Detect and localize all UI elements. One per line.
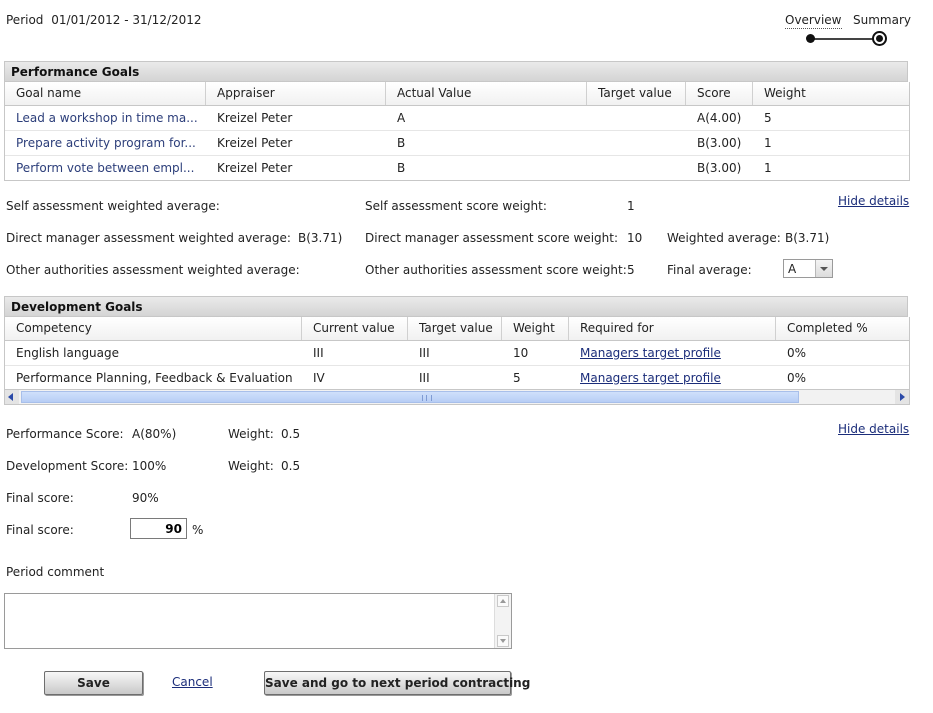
horizontal-scrollbar[interactable] [4,389,910,405]
development-score-label: Development Score: [6,459,129,473]
self-weight-label: Self assessment score weight: [365,199,547,213]
final-average-select[interactable] [783,259,833,278]
target-value-cell: III [419,346,430,360]
score-cell: B(3.00) [697,161,742,175]
competency-cell: English language [16,346,120,360]
table-header [5,317,909,341]
step-track [810,38,880,40]
completed-cell: 0% [787,346,807,360]
competency-cell: Performance Planning, Feedback & Evaluation [16,371,293,385]
period-label: Period [6,13,44,27]
actual-value-cell: B [397,161,406,175]
table-row[interactable] [5,341,909,366]
column-header[interactable]: Goal name [5,82,206,105]
appraiser-cell: Kreizel Peter [217,111,293,125]
final-score-input[interactable] [130,518,187,539]
table-row[interactable] [5,131,909,156]
target-value-cell [587,106,686,130]
required-for-link[interactable]: Managers target profile [580,371,721,385]
manager-average-value: B(3.71) [298,231,343,245]
completed-cell: 0% [787,371,807,385]
table-header [5,82,909,106]
required-for-link[interactable]: Managers target profile [580,346,721,360]
period-value: 01/01/2012 - 31/12/2012 [51,13,202,27]
save-and-next-button[interactable]: Save and go to next period contracting [264,671,511,695]
final-average-selected: A [788,262,797,276]
period-info [6,13,202,27]
performance-goals-header: Performance Goals [4,61,908,82]
goal-name-link[interactable]: Prepare activity program for... [16,136,196,150]
column-header[interactable]: Target value [408,317,502,340]
score-cell: A(4.00) [697,111,742,125]
performance-weight-value: 0.5 [281,427,301,441]
weight-cell: 5 [764,111,772,125]
actual-value-cell: B [397,136,406,150]
scroll-up-icon[interactable] [497,595,509,607]
manager-weight-label: Direct manager assessment score weight: [365,231,618,245]
step-overview-link[interactable]: Overview [785,13,842,27]
actual-value-cell: A [397,111,406,125]
development-score-value: 100% [132,459,167,473]
development-goals-header: Development Goals [4,296,908,317]
period-comment-textarea[interactable] [4,593,512,649]
weight-cell: 10 [513,346,529,360]
save-button[interactable]: Save [44,671,143,695]
current-value-cell: III [313,346,324,360]
target-value-cell [587,156,686,180]
column-header[interactable]: Weight [764,86,806,100]
goal-name-link[interactable]: Perform vote between empl... [16,161,195,175]
weight-cell: 1 [764,136,772,150]
column-header[interactable]: Target value [587,82,686,105]
table-row[interactable] [5,106,909,131]
weight-cell: 1 [764,161,772,175]
other-average-label: Other authorities assessment weighted average: [6,263,300,277]
column-header[interactable]: Completed % [787,321,868,335]
step-overview-dot[interactable] [806,34,815,43]
weight-cell: 5 [513,371,521,385]
other-weight-label: Other authorities assessment score weight: [365,263,627,277]
appraiser-cell: Kreizel Peter [217,161,293,175]
final-score-value: 90% [132,491,159,505]
manager-weight-value: 10 [627,231,643,245]
current-value-cell: IV [313,371,325,385]
vertical-scrollbar[interactable] [494,594,511,648]
final-score-input-label: Final score: [6,523,74,537]
weighted-average-label: Weighted average: [667,231,781,245]
grip-icon [422,395,432,401]
self-average-label: Self assessment weighted average: [6,199,220,213]
score-cell: B(3.00) [697,136,742,150]
column-header[interactable]: Appraiser [206,82,386,105]
appraiser-cell: Kreizel Peter [217,136,293,150]
scrollbar-thumb[interactable] [21,391,799,403]
hide-details-link[interactable]: Hide details [838,194,910,208]
other-weight-value: 5 [627,263,635,277]
goal-name-link[interactable]: Lead a workshop in time ma... [16,111,198,125]
scroll-down-icon[interactable] [497,635,509,647]
final-score-label: Final score: [6,491,74,505]
self-weight-value: 1 [627,199,635,213]
final-average-label: Final average: [667,263,752,277]
scroll-left-icon[interactable] [5,390,19,404]
column-header[interactable]: Required for [569,317,776,340]
manager-average-label: Direct manager assessment weighted average: [6,231,291,245]
performance-weight-label: Weight: [228,427,274,441]
weighted-average-value: B(3.71) [785,231,830,245]
column-header[interactable]: Competency [5,317,302,340]
development-goals-table [4,317,910,390]
cancel-link[interactable]: Cancel [172,675,213,689]
scroll-right-icon[interactable] [895,390,909,404]
step-summary-label: Summary [853,13,911,27]
development-weight-value: 0.5 [281,459,301,473]
column-header[interactable]: Current value [302,317,408,340]
chevron-down-icon[interactable] [815,260,832,277]
performance-score-value: A(80%) [132,427,177,441]
table-row[interactable] [5,156,909,180]
step-summary-dot-current [872,31,887,46]
target-value-cell [587,131,686,155]
period-comment-label: Period comment [6,565,105,579]
column-header[interactable]: Score [686,82,753,105]
development-weight-label: Weight: [228,459,274,473]
column-header[interactable]: Weight [502,317,569,340]
hide-details-link[interactable]: Hide details [838,422,910,436]
performance-score-label: Performance Score: [6,427,124,441]
column-header[interactable]: Actual Value [386,82,587,105]
percent-sign: % [192,523,204,537]
performance-goals-table [4,82,910,181]
table-row[interactable] [5,366,909,390]
target-value-cell: III [419,371,430,385]
